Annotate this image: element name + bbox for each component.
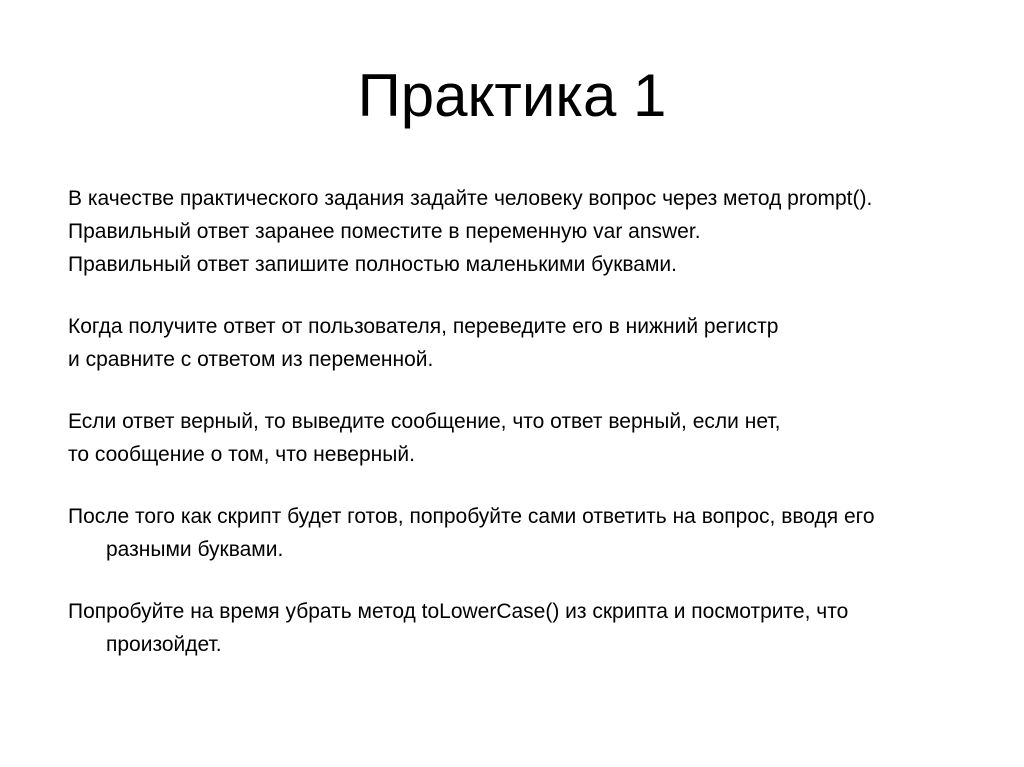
body-line: то сообщение о том, что неверный.: [68, 443, 415, 466]
body-line: Правильный ответ запишите полностью маленькими буквами.: [68, 253, 677, 276]
paragraph-gap: [68, 471, 988, 500]
paragraph-gap: [68, 376, 988, 405]
slide-body: [68, 182, 988, 661]
paragraph-gap: [68, 566, 988, 595]
body-line: Попробуйте на время убрать метод toLowerCase() из скрипта и посмотрите, что: [68, 600, 849, 623]
body-line-continuation: разными буквами.: [106, 538, 284, 561]
body-line-continuation: произойдет.: [106, 633, 222, 656]
body-line: Если ответ верный, то выведите сообщение, что ответ верный, если нет,: [68, 410, 781, 433]
body-line: В качестве практического задания задайте человеку вопрос через метод prompt().: [68, 187, 873, 210]
body-line: и сравните с ответом из переменной.: [68, 348, 434, 371]
body-line: Правильный ответ заранее поместите в переменную var answer.: [68, 220, 701, 243]
paragraph-gap: [68, 281, 988, 310]
slide-title: Практика 1: [357, 62, 667, 129]
body-line: Когда получите ответ от пользователя, переведите его в нижний регистр: [68, 315, 779, 338]
body-line: После того как скрипт будет готов, попробуйте сами ответить на вопрос, вводя его: [68, 505, 875, 528]
